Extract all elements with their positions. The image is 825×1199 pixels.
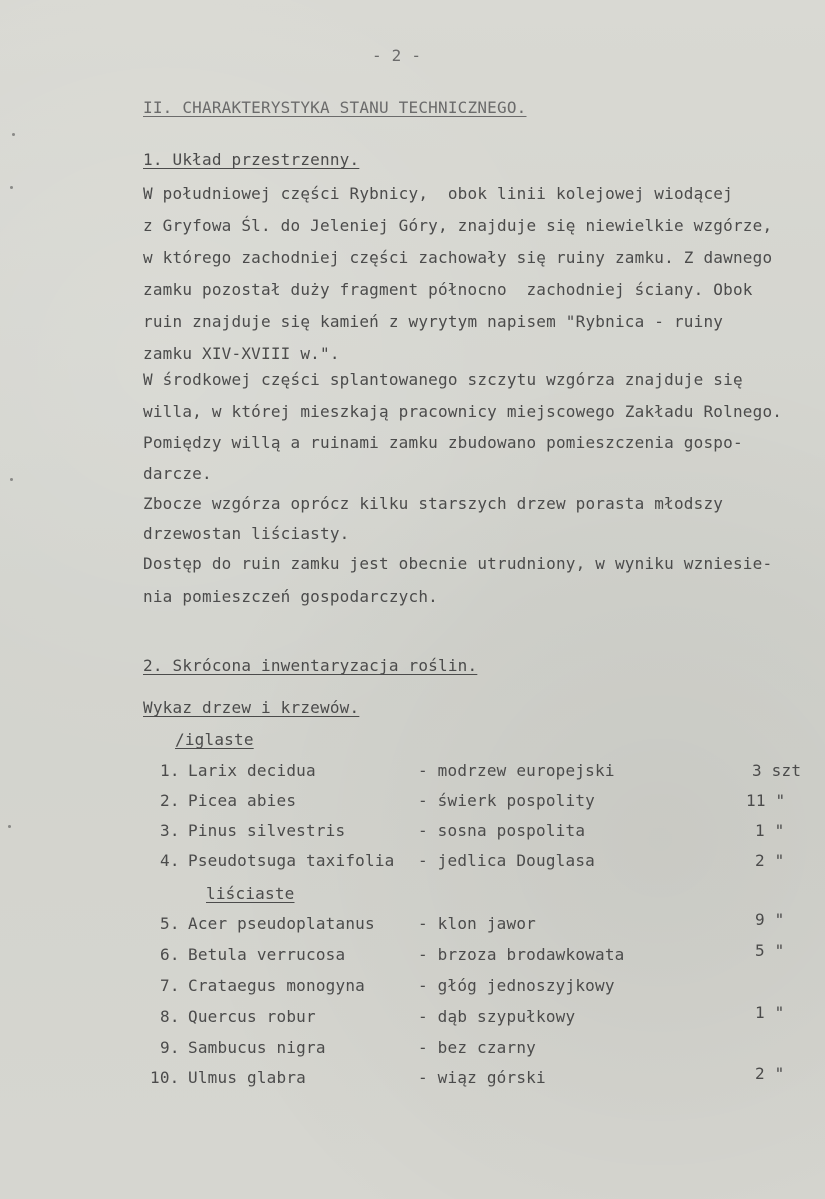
body-line: W południowej części Rybnicy, obok linii kolejowej wiodącej [143,184,733,203]
polish-name: - brzoza brodawkowata [418,945,625,964]
body-line: willa, w której mieszkają pracownicy miejscowego Zakładu Rolnego. [143,402,783,421]
row-number: 2. [160,791,180,810]
row-number: 7. [160,976,180,995]
polish-name: - dąb szypułkowy [418,1007,576,1026]
body-line: Zbocze wzgórza oprócz kilku starszych drzew porasta młodszy [143,494,724,513]
row-number: 9. [160,1038,180,1057]
quantity: 1 " [755,821,785,840]
row-number: 10. [150,1068,180,1087]
paper-speck [8,825,11,828]
latin-name: Crataegus monogyna [188,976,365,995]
body-line: Dostęp do ruin zamku jest obecnie utrudniony, w wyniku wzniesie- [143,554,773,573]
body-line: drzewostan liściasty. [143,524,350,543]
quantity: 9 " [755,910,785,929]
subsection-1-heading: 1. Układ przestrzenny. [143,150,360,169]
species-list-title: Wykaz drzew i krzewów. [143,698,360,717]
polish-name: - wiąz górski [418,1068,546,1087]
row-number: 6. [160,945,180,964]
latin-name: Acer pseudoplatanus [188,914,375,933]
conifer-group-label: /iglaste [175,730,254,749]
row-number: 8. [160,1007,180,1026]
polish-name: - świerk pospolity [418,791,595,810]
row-number: 1. [160,761,180,780]
section-title: II. CHARAKTERYSTYKA STANU TECHNICZNEGO. [143,98,527,117]
quantity: 11 " [746,791,786,810]
latin-name: Ulmus glabra [188,1068,306,1087]
body-line: zamku pozostał duży fragment północno zachodniej ściany. Obok [143,280,753,299]
polish-name: - jedlica Douglasa [418,851,595,870]
paper-speck [12,133,15,136]
polish-name: - głóg jednoszyjkowy [418,976,615,995]
latin-name: Betula verrucosa [188,945,346,964]
body-line: nia pomieszczeń gospodarczych. [143,587,438,606]
latin-name: Larix decidua [188,761,316,780]
quantity: 3 szt [752,761,802,780]
paper-speck [10,478,13,481]
paper-speck [10,186,13,189]
latin-name: Quercus robur [188,1007,316,1026]
subsection-2-heading: 2. Skrócona inwentaryzacja roślin. [143,656,478,675]
quantity: 2 " [755,1064,785,1083]
latin-name: Sambucus nigra [188,1038,326,1057]
page-number: - 2 - [372,46,422,65]
quantity: 1 " [755,1003,785,1022]
body-line: w którego zachodniej części zachowały się ruiny zamku. Z dawnego [143,248,773,267]
latin-name: Picea abies [188,791,297,810]
polish-name: - bez czarny [418,1038,536,1057]
row-number: 5. [160,914,180,933]
quantity: 5 " [755,941,785,960]
body-line: darcze. [143,464,212,483]
polish-name: - klon jawor [418,914,536,933]
row-number: 3. [160,821,180,840]
latin-name: Pseudotsuga taxifolia [188,851,395,870]
row-number: 4. [160,851,180,870]
body-line: ruin znajduje się kamień z wyrytym napisem "Rybnica - ruiny [143,312,724,331]
body-line: zamku XIV-XVIII w.". [143,344,340,363]
latin-name: Pinus silvestris [188,821,346,840]
quantity: 2 " [755,851,785,870]
body-line: z Gryfowa Śl. do Jeleniej Góry, znajduje się niewielkie wzgórze, [143,216,773,235]
polish-name: - sosna pospolita [418,821,586,840]
deciduous-group-label: liściaste [206,884,295,903]
body-line: W środkowej części splantowanego szczytu wzgórza znajduje się [143,370,743,389]
polish-name: - modrzew europejski [418,761,615,780]
body-line: Pomiędzy willą a ruinami zamku zbudowano pomieszczenia gospo- [143,433,743,452]
